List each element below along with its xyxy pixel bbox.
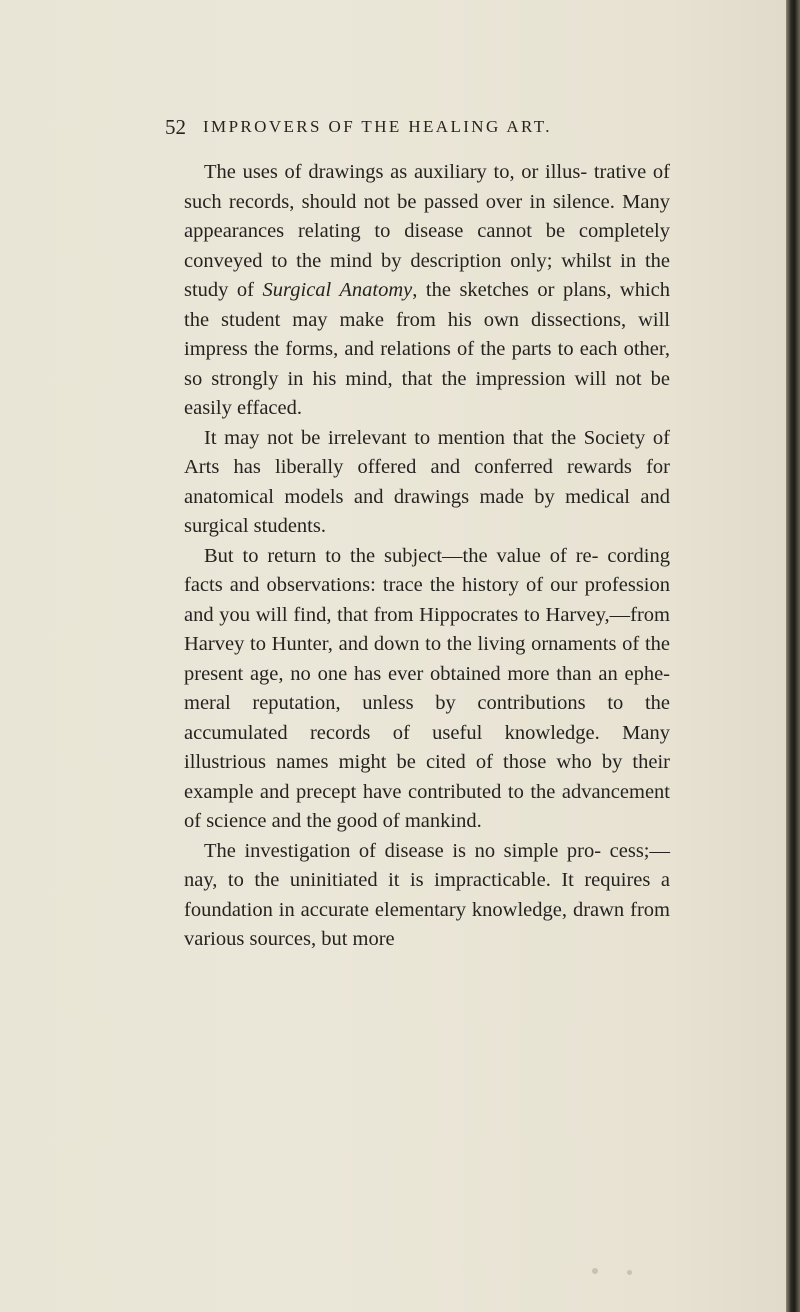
paragraph-recording-facts: But to return to the subject—the value of re- cording facts and observations: trace the history of our profession and you will find, that from Hippocrates to Harvey,—from Harvey to Hunter, and down to the living ornaments of the present age, no one has ever obtained more than an ephe- meral reputation, unless by contributions to the accumulated records of useful knowledge. Many illustrious names might be cited of those who by their example and precept have contributed to the advancement of science and the good of mankind. (184, 544, 670, 832)
page-number: 52 (165, 115, 186, 139)
ink-speck (627, 1270, 632, 1275)
ink-speck (592, 1268, 598, 1274)
paragraph-drawings (184, 158, 670, 424)
paragraph-investigation: The investigation of disease is no simple pro- cess;—nay, to the uninitiated it is impracticable. It requires a foundation in accurate elementary knowledge, drawn from various sources, but more (184, 839, 670, 950)
body-text (184, 158, 670, 955)
emphasized-term: Surgical Anatomy (262, 279, 413, 301)
paragraph-text: The uses of drawings as auxiliary to, or illus- trative of such records, should not be passed over in silence. Many appearances relating to disease cannot be completely conveyed to the mind by description only; whilst in the study of (184, 161, 670, 301)
page-edge-shadow (786, 0, 800, 1312)
paragraph-text: , the sketches or plans, which the student may make from his own dissections, will impress the forms, and relations of the parts to each other, so strongly in his mind, that the impression will not be easily effaced. (184, 279, 670, 419)
running-title: IMPROVERS OF THE HEALING ART. (203, 117, 552, 136)
paragraph-society-of-arts: It may not be irrelevant to mention that the Society of Arts has liberally offered and conferred rewards for anatomical models and drawings made by medical and surgical students. (184, 426, 670, 537)
page-header (165, 112, 635, 142)
